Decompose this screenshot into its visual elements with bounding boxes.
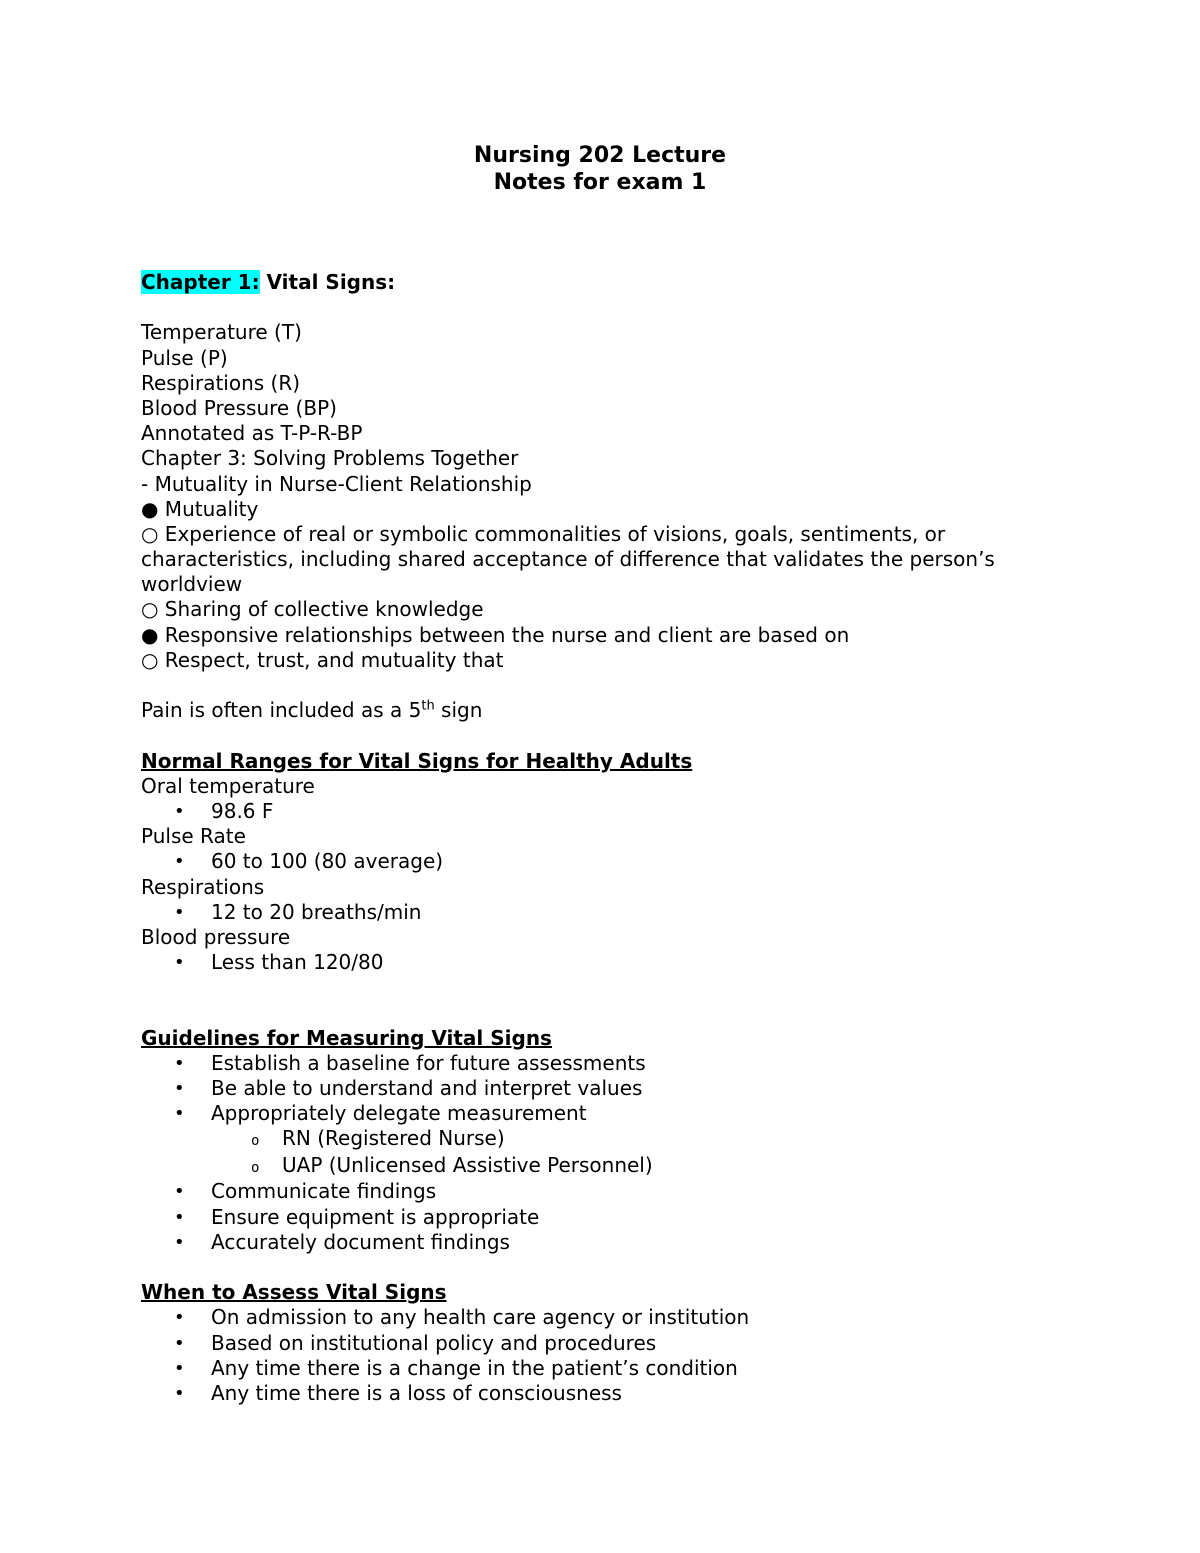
vital-line: Pulse (P): [141, 345, 228, 370]
vital-line: Temperature (T): [141, 320, 302, 345]
chapter3-line: Chapter 3: Solving Problems Together: [141, 446, 519, 471]
pain-line: [141, 698, 1141, 723]
doc-subtitle: Notes for exam 1: [493, 170, 707, 195]
mutuality-paragraph: ○ Experience of real or symbolic commonalities of visions, goals, sentiments, or characteristics, including shared acceptance of difference that validates the person’s worldview: [141, 521, 995, 597]
bullet-icon: •: [174, 1052, 185, 1074]
bullet-icon: •: [174, 1231, 185, 1253]
bullet-icon: •: [174, 800, 185, 822]
doc-title: Nursing 202 Lecture: [473, 143, 727, 168]
range-value: • 12 to 20 breaths/min: [174, 899, 422, 924]
sub-bullet-icon: o: [251, 1133, 260, 1150]
when-heading: When to Assess Vital Signs: [141, 1280, 447, 1305]
guideline-item: • Be able to understand and interpret values: [174, 1076, 643, 1101]
bullet-icon: •: [174, 952, 185, 974]
when-item: • On admission to any health care agency or institution: [174, 1305, 750, 1330]
guideline-item: • Communicate findings: [174, 1179, 437, 1204]
mutuality-subtitle: - Mutuality in Nurse-Client Relationship: [141, 471, 532, 496]
pain-superscript: th: [421, 698, 435, 714]
range-value: • 98.6 F: [174, 798, 274, 823]
bullet-icon: •: [174, 1307, 185, 1329]
vital-line: Blood Pressure (BP): [141, 395, 337, 420]
mutuality-item: ○ Respect, trust, and mutuality that: [141, 647, 504, 672]
pain-text: Pain is often included as a 5: [141, 698, 422, 723]
range-label: Oral temperature: [141, 773, 315, 798]
delegate-item: o UAP (Unlicensed Assistive Personnel): [141, 1153, 1141, 1180]
bullet-icon: •: [174, 1382, 185, 1404]
bullet-icon: •: [174, 1206, 185, 1228]
bullet-icon: •: [174, 901, 185, 923]
guideline-item: • Accurately document findings: [174, 1229, 510, 1254]
pain-tail: sign: [434, 698, 483, 723]
guideline-item: • Establish a baseline for future assessments: [174, 1050, 646, 1075]
mutuality-bullet: ● Mutuality: [141, 496, 259, 521]
chapter1-label: Chapter 1:: [141, 270, 260, 294]
when-item: • Based on institutional policy and procedures: [174, 1330, 657, 1355]
mutuality-item: ○ Sharing of collective knowledge: [141, 597, 484, 622]
bullet-icon: •: [174, 1332, 185, 1354]
bullet-icon: •: [174, 851, 185, 873]
guideline-item: • Appropriately delegate measurement: [174, 1101, 587, 1126]
mutuality-item: ● Responsive relationships between the nurse and client are based on: [141, 622, 850, 647]
chapter1-heading: [141, 270, 1141, 295]
range-label: Blood pressure: [141, 924, 291, 949]
range-value: • Less than 120/80: [174, 950, 384, 975]
when-item: • Any time there is a loss of consciousness: [174, 1380, 622, 1405]
chapter1-title: Vital Signs:: [259, 270, 396, 294]
range-label: Pulse Rate: [141, 824, 246, 849]
delegate-item: o RN (Registered Nurse): [141, 1126, 1141, 1153]
range-value: • 60 to 100 (80 average): [174, 849, 444, 874]
range-label: Respirations: [141, 874, 265, 899]
sub-bullet-icon: o: [251, 1159, 260, 1176]
ranges-heading: Normal Ranges for Vital Signs for Healthy Adults: [141, 748, 693, 773]
guidelines-heading: Guidelines for Measuring Vital Signs: [141, 1025, 552, 1050]
bullet-icon: •: [174, 1103, 185, 1125]
vital-line: Respirations (R): [141, 370, 301, 395]
bullet-icon: •: [174, 1181, 185, 1203]
guideline-item: • Ensure equipment is appropriate: [174, 1204, 540, 1229]
vital-line: Annotated as T-P-R-BP: [141, 421, 363, 446]
doc-body: [141, 270, 1141, 1406]
bullet-icon: •: [174, 1078, 185, 1100]
when-item: • Any time there is a change in the patient’s condition: [174, 1355, 738, 1380]
bullet-icon: •: [174, 1357, 185, 1379]
